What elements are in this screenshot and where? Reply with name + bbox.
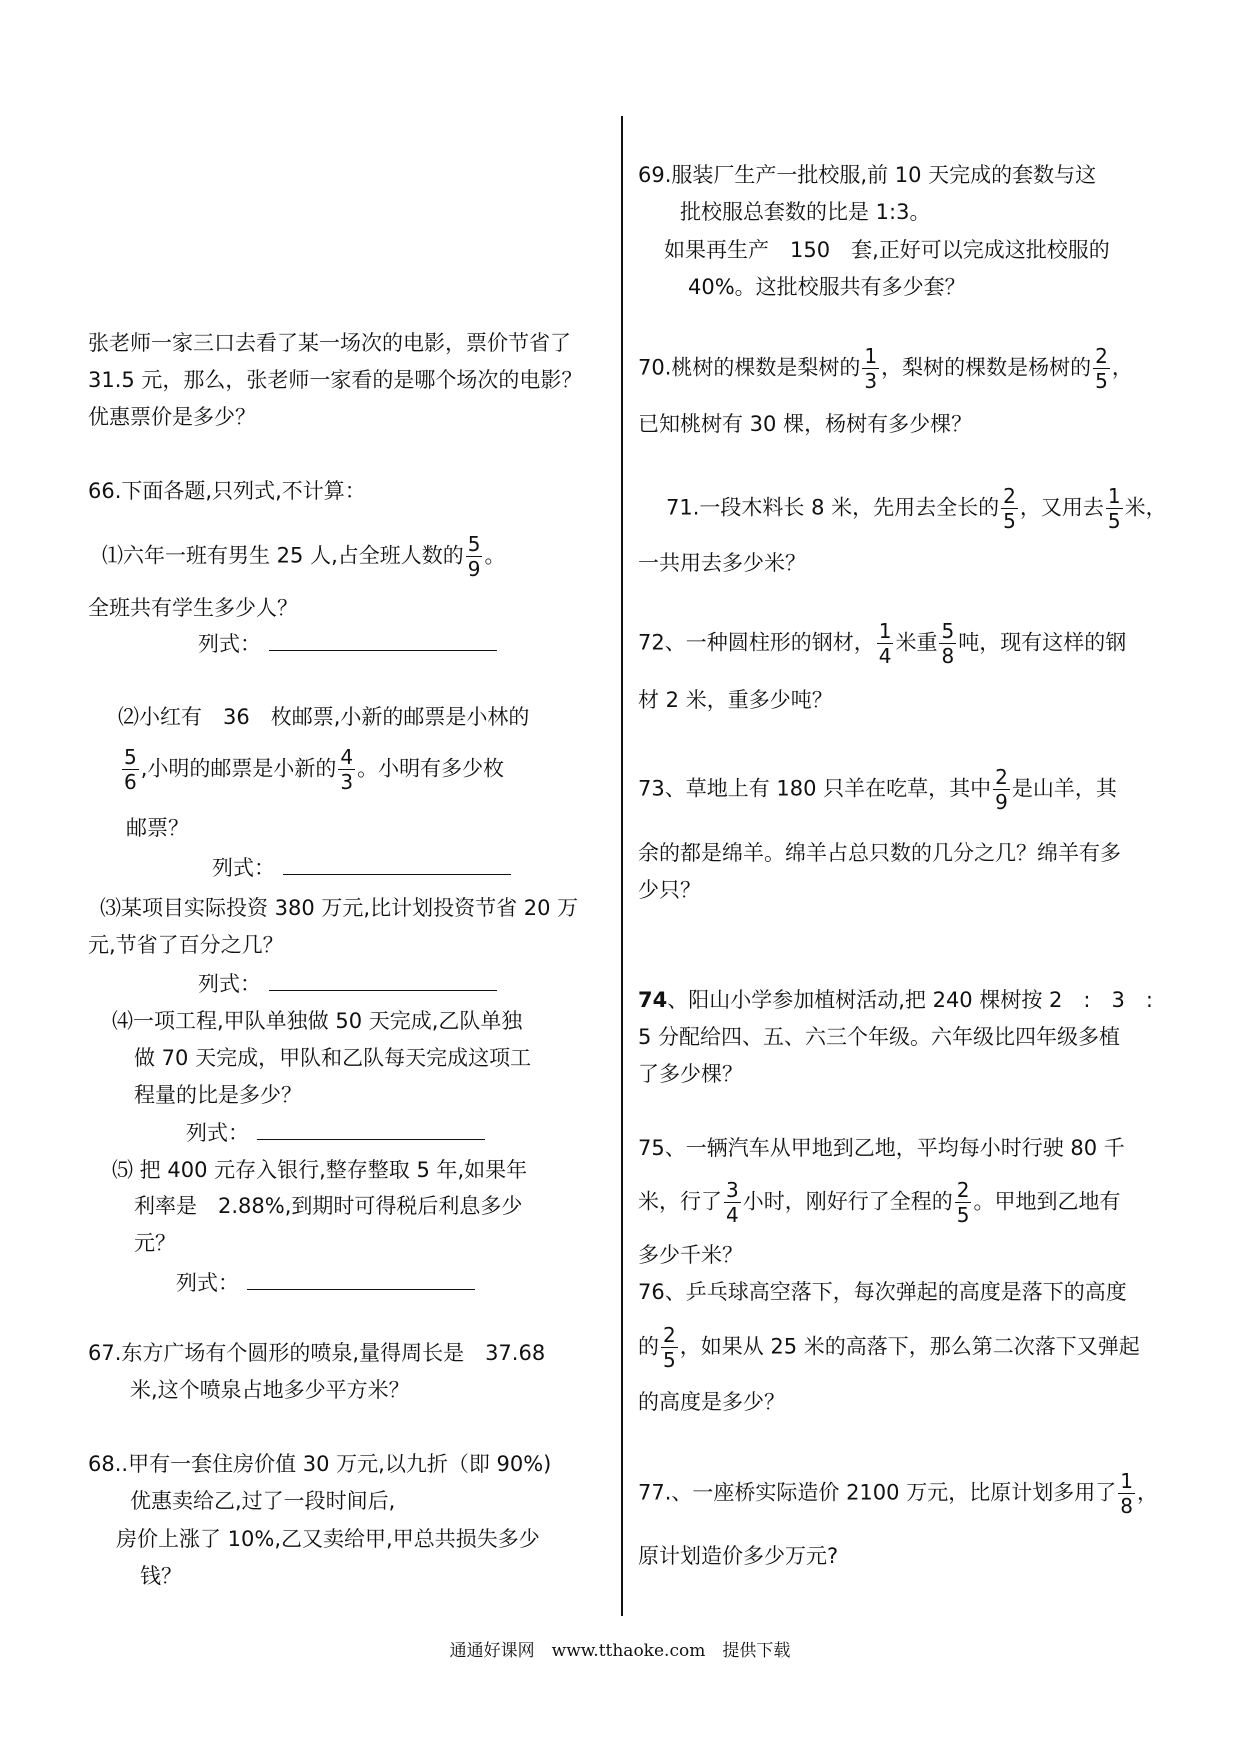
q68-line-4: 钱？ bbox=[140, 1564, 182, 1588]
answer-blank[interactable] bbox=[283, 856, 511, 875]
q69-line-3: 如果再生产 150 套,正好可以完成这批校服的 bbox=[664, 238, 1110, 262]
answer-blank[interactable] bbox=[269, 972, 497, 991]
q69-line-1: 69.服装厂生产一批校服,前 10 天完成的套数与这 bbox=[638, 163, 1097, 187]
fraction: $\frac{2}{5}$ bbox=[663, 1323, 676, 1372]
q68-line-2: 优惠卖给乙,过了一段时间后, bbox=[130, 1489, 396, 1513]
q66-p3-answer: 列式： bbox=[198, 972, 497, 995]
q66-p3-line-1: ⑶某项目实际投资 380 万元,比计划投资节省 20 万 bbox=[100, 896, 579, 920]
q66-p4-line-1: ⑷一项工程,甲队单独做 50 天完成,乙队单独 bbox=[112, 1009, 523, 1033]
q67-line-1: 67.东方广场有个圆形的喷泉,量得周长是 37.68 bbox=[88, 1341, 546, 1365]
fraction: $\frac{1}{4}$ bbox=[878, 619, 892, 668]
answer-blank[interactable] bbox=[247, 1271, 475, 1290]
q66-p4-line-2: 做 70 天完成，甲队和乙队每天完成这项工 bbox=[134, 1046, 532, 1070]
q69-line-4: 40%。这批校服共有多少套？ bbox=[688, 275, 966, 299]
q66-p4-answer: 列式： bbox=[186, 1121, 485, 1144]
q66-p2-answer: 列式： bbox=[212, 856, 511, 879]
q66-p2-line-1: ⑵小红有 36 枚邮票,小新的邮票是小林的 bbox=[118, 705, 530, 729]
q70-line-2: 已知桃树有 30 棵，杨树有多少棵？ bbox=[638, 412, 973, 436]
q65-line-2: 31.5 元，那么，张老师一家看的是哪个场次的电影？ bbox=[88, 368, 583, 392]
q66-p3-line-2: 元,节省了百分之几？ bbox=[88, 933, 284, 957]
q66-p5-answer: 列式： bbox=[176, 1271, 475, 1294]
fraction: $\frac{1}{5}$ bbox=[1107, 484, 1121, 533]
q66-p1-answer: 列式： bbox=[198, 632, 497, 655]
column-divider bbox=[621, 116, 623, 1616]
fraction: $\frac{4}{3}$ bbox=[340, 745, 354, 794]
q74-line-2: 5 分配给四、五、六三个年级。六年级比四年级多植 bbox=[638, 1025, 1121, 1049]
q76-line-2: 的 $\frac{2}{5}$ ，如果从 25 米的高落下，那么第二次落下又弹起 bbox=[638, 1323, 1140, 1372]
q70-line-1: 70.桃树的棵数是梨树的 $\frac{1}{3}$ ，梨树的棵数是杨树的 $\frac{2}{5}$ ， bbox=[638, 344, 1133, 393]
q66-p1-line-1: ⑴六年一班有男生 25 人,占全班人数的 $\frac{5}{9}$ 。 bbox=[102, 532, 506, 581]
fraction: $\frac{2}{5}$ bbox=[1095, 344, 1108, 393]
fraction: $\frac{2}{5}$ bbox=[1003, 484, 1016, 533]
answer-blank[interactable] bbox=[257, 1121, 485, 1140]
q76-line-3: 的高度是多少？ bbox=[638, 1390, 785, 1414]
q66-p2-line-2: $\frac{5}{6}$ ,小明的邮票是小新的 $\frac{4}{3}$ 。小明有多少枚 bbox=[124, 745, 505, 794]
q68-line-1: 68..甲有一套住房价值 30 万元,以九折（即 90%) bbox=[88, 1452, 552, 1476]
q71-line-1: 71.一段木料长 8 米，先用去全长的 $\frac{2}{5}$ ，又用去 $\frac{1}{5}$ 米， bbox=[666, 484, 1167, 533]
q72-line-1: 72、一种圆柱形的钢材， $\frac{1}{4}$ 米重 $\frac{5}{8}$ 吨，现有这样的钢 bbox=[638, 619, 1127, 668]
q74-line-3: 了多少棵？ bbox=[638, 1062, 743, 1086]
q73-line-2: 余的都是绵羊。绵羊占总只数的几分之几？绵羊有多 bbox=[638, 841, 1121, 865]
q68-line-3: 房价上涨了 10%,乙又卖给甲,甲总共损失多少 bbox=[116, 1527, 540, 1551]
q71-line-2: 一共用去多少米？ bbox=[638, 551, 806, 575]
fraction: $\frac{5}{9}$ bbox=[467, 532, 481, 581]
q69-line-2: 批校服总套数的比是 1:3。 bbox=[680, 200, 931, 224]
fraction: $\frac{3}{4}$ bbox=[726, 1178, 739, 1227]
q65-line-3: 优惠票价是多少？ bbox=[88, 405, 256, 429]
q65-line-1: 张老师一家三口去看了某一场次的电影，票价节省了 bbox=[88, 331, 571, 355]
q75-line-1: 75、一辆汽车从甲地到乙地，平均每小时行驶 80 千 bbox=[638, 1136, 1125, 1160]
q75-line-2: 米，行了 $\frac{3}{4}$ 小时，刚好行了全程的 $\frac{2}{5}$ 。甲地到乙地有 bbox=[638, 1178, 1121, 1227]
q67-line-2: 米,这个喷泉占地多少平方米？ bbox=[130, 1378, 410, 1402]
fraction: $\frac{5}{6}$ bbox=[124, 745, 137, 794]
q66-title: 66.下面各题,只列式,不计算： bbox=[88, 479, 366, 503]
q72-line-2: 材 2 米，重多少吨？ bbox=[638, 688, 833, 712]
q77-line-2: 原计划造价多少万元? bbox=[638, 1544, 839, 1568]
q76-line-1: 76、乒乓球高空落下，每次弹起的高度是落下的高度 bbox=[638, 1280, 1127, 1304]
fraction: $\frac{1}{8}$ bbox=[1120, 1469, 1133, 1518]
q66-p4-line-3: 程量的比是多少？ bbox=[134, 1083, 302, 1107]
q74-line-1: 74、阳山小学参加植树活动,把 240 棵树按 2 : 3 : bbox=[638, 988, 1153, 1012]
q66-p5-line-3: 元？ bbox=[134, 1231, 176, 1255]
answer-blank[interactable] bbox=[269, 632, 497, 651]
q73-line-3: 少只？ bbox=[638, 878, 701, 902]
fraction: $\frac{2}{5}$ bbox=[956, 1178, 970, 1227]
q66-p1-line-2: 全班共有学生多少人？ bbox=[88, 596, 298, 620]
fraction: $\frac{1}{3}$ bbox=[864, 344, 878, 393]
fraction: $\frac{5}{8}$ bbox=[941, 619, 955, 668]
footer-credit: 通通好课网 www.tthaoke.com 提供下载 bbox=[449, 1641, 791, 1661]
fraction: $\frac{2}{9}$ bbox=[995, 765, 1008, 814]
q75-line-3: 多少千米？ bbox=[638, 1243, 743, 1267]
q73-line-1: 73、草地上有 180 只羊在吃草，其中 $\frac{2}{9}$ 是山羊，其 bbox=[638, 765, 1117, 814]
q66-p5-line-2: 利率是 2.88%,到期时可得税后利息多少 bbox=[134, 1194, 523, 1218]
q66-p2-line-3: 邮票？ bbox=[126, 816, 189, 840]
q66-p5-line-1: ⑸ 把 400 元存入银行,整存整取 5 年,如果年 bbox=[112, 1158, 528, 1182]
q77-line-1: 77.、一座桥实际造价 2100 万元，比原计划多用了 $\frac{1}{8}$ ， bbox=[638, 1469, 1158, 1518]
